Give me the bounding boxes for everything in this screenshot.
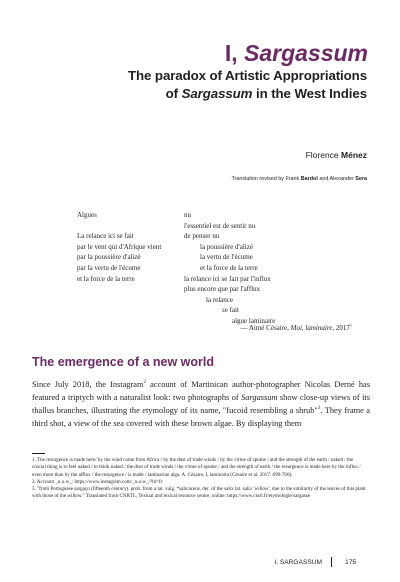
poem-line: la poussière d'alizé bbox=[200, 242, 253, 251]
footnote-ref[interactable]: 2 bbox=[143, 380, 146, 386]
poem-line: de penser nu bbox=[184, 232, 220, 241]
poem-line: La relance ici se fait bbox=[77, 232, 134, 241]
citation-prefix: — Aimé Césaire, bbox=[240, 324, 291, 332]
translation-credits bbox=[231, 176, 367, 182]
poem-line: la relance ici se fait par l'influx bbox=[184, 274, 271, 283]
citation-year: , 2017 bbox=[332, 324, 350, 332]
poem-line: par le vent qui d'Afrique vient bbox=[77, 242, 162, 251]
poem-line: algue laminaire bbox=[232, 316, 276, 325]
subtitle-prefix: of bbox=[165, 86, 182, 101]
section-heading: The emergence of a new world bbox=[32, 355, 214, 369]
citation-work-title: Moi, laminaire bbox=[290, 324, 333, 332]
running-head: I, SARGASSUM bbox=[274, 559, 322, 566]
credits-prefix: Translation revised by Frank bbox=[231, 176, 301, 182]
body-text-run: . They frame a third shot, a view of the sea covered with these brown algae. By displaying them bbox=[32, 405, 371, 428]
poem-line: se fait bbox=[222, 306, 239, 315]
author-name bbox=[306, 150, 367, 160]
footnote-1: 1. The resurgence is made here/ by the wind come from Africa / by the dust of trade winds / by the virtue of spume / and the strength of the earth / naked / the crucial thing is to feel naked / to think naked / the dust of trade winds / the virtue of spume / and the strength of earth / the resurgence is made here by the influx / even more than by the afflux / the resurgence / is made / laminarian alga. A. Césaire, I, laminaria (Césaire et al. 2017: 699-700). bbox=[32, 457, 361, 478]
footnotes bbox=[32, 457, 368, 501]
title-prefix: I, bbox=[224, 40, 244, 66]
poem-line: par la vertu de l'écume bbox=[77, 263, 141, 272]
subtitle-line-2 bbox=[166, 86, 367, 101]
poem-line: nu bbox=[184, 211, 191, 219]
title-italic-word: Sargassum bbox=[243, 40, 368, 66]
poem-line: plus encore que par l'afflux bbox=[184, 285, 261, 294]
subtitle-suffix: in the West Indies bbox=[252, 86, 367, 101]
body-text-run: account of Martinican author-photographer Nicolas Derné has featured a triptych with a naturalist look: two photographs of bbox=[32, 380, 370, 402]
body-paragraph bbox=[32, 379, 370, 431]
folio-divider bbox=[331, 557, 332, 567]
epigraph-citation bbox=[241, 324, 353, 332]
footnote-ref[interactable]: 1 bbox=[349, 322, 352, 328]
credits-name-1: Bardol bbox=[300, 176, 318, 182]
footnote-separator bbox=[32, 453, 45, 454]
author-family-name: Ménez bbox=[341, 150, 367, 160]
poem-line: la relance bbox=[206, 295, 234, 304]
page-number: 175 bbox=[345, 559, 357, 566]
poem-line: par la poussière d'alizé bbox=[77, 253, 141, 262]
body-text-run: Since July 2018, the Instagram bbox=[32, 380, 144, 389]
author-given-name: Florence bbox=[305, 150, 342, 160]
epigraph-left-column bbox=[77, 210, 161, 284]
credits-middle: and Alexander bbox=[317, 176, 356, 182]
footnote-3: 3. "from Portuguese sargaço (fifteenth century). prob. from a lat. vulg. *salicaceus, der. of the salix lat. salix 'willow', due to the similarity of the leaves of this plant with those of the willow." Translated from CNRTL, Textual and lexical resource centre, online: https://www.cnrtl.fr/etymologie/sargasse bbox=[32, 486, 366, 500]
body-text-run: show close-up views of its thallus branches, illustrating the etymology of its name, "fucoid resembling a shrub" bbox=[32, 392, 370, 415]
poem-blank-line bbox=[77, 221, 161, 232]
body-italic-term: Sargassum bbox=[241, 392, 278, 402]
subtitle-italic-word: Sargassum bbox=[181, 86, 253, 101]
poem-line: Algues bbox=[77, 211, 97, 219]
subtitle-line-1: The paradox of Artistic Appropriations bbox=[127, 68, 367, 83]
poem-line: la vertu de l'écume bbox=[200, 253, 253, 262]
footnote-2: 2. Account _n.o.w_: https://www.instagram.com/_n.o.w_/?hl=fr bbox=[32, 478, 163, 485]
credits-name-2: Sera bbox=[355, 176, 367, 182]
footnote-ref[interactable]: 3 bbox=[317, 406, 321, 412]
poem-line: l'essentiel est de sentir nu bbox=[184, 221, 256, 230]
poem-line: et la force de la terre bbox=[77, 274, 135, 283]
epigraph-right-column bbox=[184, 210, 275, 327]
poem-line: et la force de la terre bbox=[200, 263, 258, 272]
article-title bbox=[225, 40, 368, 67]
